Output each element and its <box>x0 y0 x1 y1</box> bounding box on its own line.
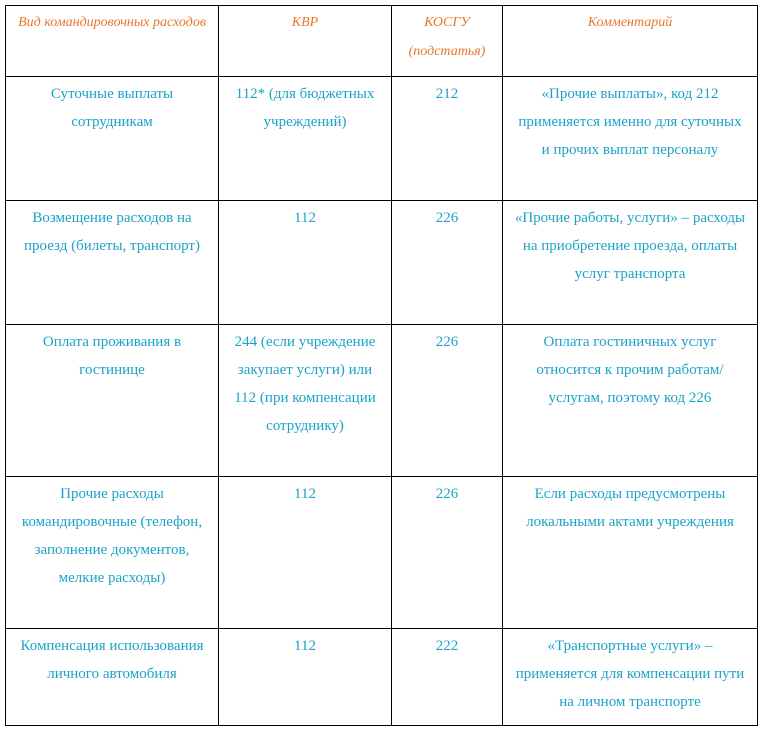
cell-kosgu: 226 <box>392 325 503 477</box>
cell-kvr: 112 <box>219 477 392 629</box>
cell-kvr: 112 <box>219 201 392 325</box>
cell-expense-type: Компенсация использования личного автомобиля <box>6 629 219 726</box>
table-header-row <box>6 6 758 77</box>
cell-comment: «Прочие выплаты», код 212 применяется именно для суточных и прочих выплат персоналу <box>503 77 758 201</box>
cell-comment: «Транспортные услуги» – применяется для компенсации пути на личном транспорте <box>503 629 758 726</box>
cell-kosgu: 222 <box>392 629 503 726</box>
cell-kosgu: 226 <box>392 201 503 325</box>
table-row <box>6 325 758 477</box>
cell-kvr: 112 <box>219 629 392 726</box>
header-comment: Комментарий <box>503 6 758 77</box>
table-row <box>6 201 758 325</box>
expense-classification-table <box>5 5 758 726</box>
cell-expense-type: Возмещение расходов на проезд (билеты, транспорт) <box>6 201 219 325</box>
header-kosgu: КОСГУ (подстатья) <box>392 6 503 77</box>
table-row <box>6 629 758 726</box>
cell-expense-type: Прочие расходы командировочные (телефон, заполнение документов, мелкие расходы) <box>6 477 219 629</box>
table-row <box>6 477 758 629</box>
cell-kvr: 112* (для бюджетных учреждений) <box>219 77 392 201</box>
cell-comment: «Прочие работы, услуги» – расходы на приобретение проезда, оплаты услуг транспорта <box>503 201 758 325</box>
header-expense-type: Вид командировочных расходов <box>6 6 219 77</box>
cell-kosgu: 212 <box>392 77 503 201</box>
header-kvr: КВР <box>219 6 392 77</box>
cell-comment: Оплата гостиничных услуг относится к прочим работам/услугам, поэтому код 226 <box>503 325 758 477</box>
cell-expense-type: Суточные выплаты сотрудникам <box>6 77 219 201</box>
cell-comment: Если расходы предусмотрены локальными актами учреждения <box>503 477 758 629</box>
table-row <box>6 77 758 201</box>
cell-kosgu: 226 <box>392 477 503 629</box>
cell-expense-type: Оплата проживания в гостинице <box>6 325 219 477</box>
cell-kvr: 244 (если учреждение закупает услуги) или 112 (при компенсации сотруднику) <box>219 325 392 477</box>
